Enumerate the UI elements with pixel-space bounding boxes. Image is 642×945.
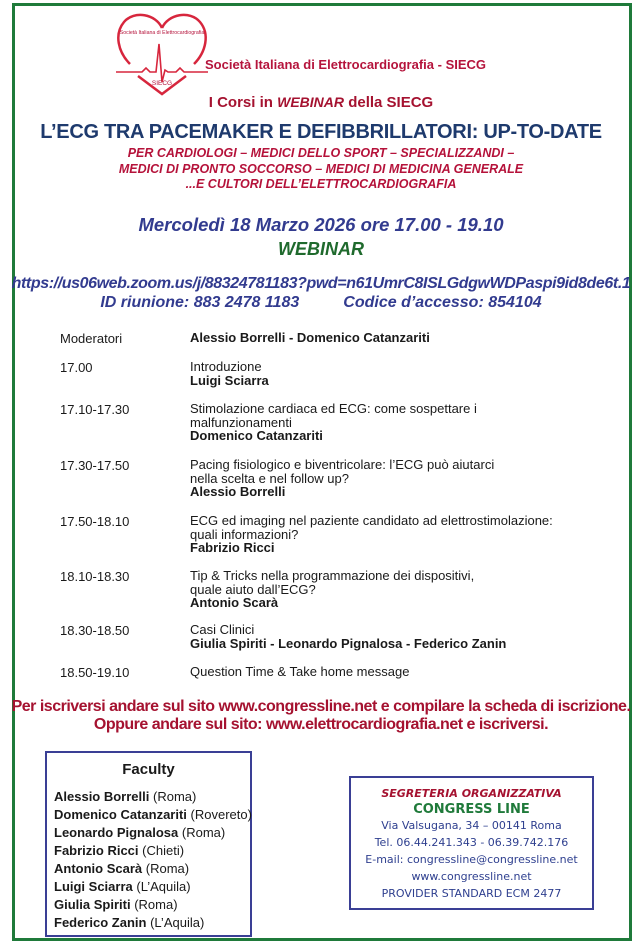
registration-line-siecg[interactable]: Oppure andare sul sito: www.elettrocardiografia.net e iscriversi. (93, 716, 549, 733)
audience-line: MEDICI DI PRONTO SOCCORSO – MEDICI DI MEDICINA GENERALE (118, 161, 524, 176)
faculty-member: Alessio Borrelli (Roma) (54, 789, 197, 804)
zoom-link[interactable]: https://us06web.zoom.us/j/88324781183?pwd=n61UmrC8ISLGdgwWDPaspi9id8de6t.1 (11, 275, 631, 292)
audience-line: ...E CULTORI DELL’ELETTROCARDIOGRAFIA (185, 177, 457, 191)
secretariat-email[interactable]: E-mail: congressline@congressline.net (365, 853, 578, 866)
faculty-list (54, 788, 252, 932)
audience-line: PER CARDIOLOGI – MEDICI DELLO SPORT – SPECIALIZZANDI – (127, 146, 515, 160)
faculty-member: Giulia Spiriti (Roma) (54, 897, 178, 912)
faculty-title: Faculty (122, 761, 175, 778)
registration-line-congressline[interactable]: Per iscriversi andare sul sito www.congressline.net e compilare la scheda di iscrizione. (11, 698, 631, 715)
program-topic: Question Time & Take home message (190, 664, 410, 679)
svg-text:SIECG: SIECG (151, 80, 173, 87)
program-topic: Stimolazione cardiaca ed ECG: come sospettare i (190, 401, 477, 416)
target-audience (0, 146, 642, 193)
faculty-member: Leonardo Pignalosa (Roma) (54, 825, 226, 840)
program-time: 17.50-18.10 (60, 514, 130, 529)
program-speaker: Antonio Scarà (190, 595, 279, 610)
secretariat-provider: PROVIDER STANDARD ECM 2477 (381, 887, 562, 900)
faculty-member: Fabrizio Ricci (Chieti) (54, 843, 185, 858)
event-date-time: Mercoledì 18 Marzo 2026 ore 17.00 - 19.10 (138, 214, 504, 235)
program-topic: quali informazioni? (190, 526, 299, 542)
secretariat-label: SEGRETERIA ORGANIZZATIVA (381, 787, 562, 800)
heart-ecg-icon (112, 10, 212, 96)
program-speaker: Domenico Catanzariti (190, 428, 323, 443)
faculty-member: Antonio Scarà (Roma) (54, 861, 190, 876)
program-time: 18.30-18.50 (60, 623, 130, 638)
faculty-member: Luigi Sciarra (L’Aquila) (54, 879, 191, 894)
program-topic: nella scelta e nel follow up? (190, 470, 349, 486)
program-topic: Tip & Tricks nella programmazione dei dispositivi, (190, 568, 475, 583)
program-topic: Introduzione (190, 359, 262, 374)
program-speaker: Fabrizio Ricci (190, 540, 275, 555)
program-speaker: Alessio Borrelli - Domenico Catanzariti (190, 330, 430, 345)
secretariat-website[interactable]: www.congressline.net (411, 870, 532, 883)
series-emphasis: WEBINAR (277, 94, 345, 110)
program-time: 18.50-19.10 (60, 665, 130, 680)
program-time: 17.10-17.30 (60, 402, 130, 417)
faculty-member: Federico Zanin (L’Aquila) (54, 915, 205, 930)
program-topic: ECG ed imaging nel paziente candidato ad elettrostimolazione: (190, 513, 553, 528)
meeting-credentials (0, 294, 642, 312)
series-prefix: I Corsi in (208, 94, 273, 111)
secretariat-phone: Tel. 06.44.241.343 - 06.39.742.176 (374, 836, 569, 849)
program-topic: Casi Clinici (190, 622, 255, 637)
faculty-box (45, 751, 252, 937)
program-time: 17.30-17.50 (60, 458, 130, 473)
secretariat-address: Via Valsugana, 34 – 00141 Roma (381, 819, 562, 832)
faculty-member: Domenico Catanzariti (Rovereto) (54, 807, 252, 822)
series-heading (0, 94, 642, 111)
secretariat-company: CONGRESS LINE (413, 802, 530, 817)
registration-info (0, 698, 642, 734)
program-topic: Pacing fisiologico e biventricolare: l’ECG può aiutarci (190, 457, 495, 472)
event-format: WEBINAR (278, 239, 364, 259)
program-speaker: Alessio Borrelli (190, 484, 286, 499)
program-time: 18.10-18.30 (60, 569, 130, 584)
program-time: Moderatori (60, 331, 123, 346)
meeting-passcode: Codice d’accesso: 854104 (343, 294, 542, 311)
program-speaker: Luigi Sciarra (190, 372, 269, 388)
program-speaker: Giulia Spiriti - Leonardo Pignalosa - Federico Zanin (190, 635, 507, 651)
meeting-id: ID riunione: 883 2478 1183 (100, 294, 300, 311)
program-topic: quale aiuto dall’ECG? (190, 581, 316, 597)
organizing-secretariat-box (349, 776, 594, 910)
series-suffix: della SIECG (348, 94, 434, 111)
program-time: 17.00 (60, 360, 93, 375)
svg-text:Società Italiana di Elettrocar: Società Italiana di Elettrocardiografia (119, 30, 205, 36)
society-name: Società Italiana di Elettrocardiografia - SIECG (205, 57, 487, 72)
siecg-logo (112, 10, 212, 96)
course-title: L’ECG TRA PACEMAKER E DEFIBBRILLATORI: UP-TO-DATE (40, 121, 602, 143)
program-topic: malfunzionamenti (190, 414, 292, 430)
